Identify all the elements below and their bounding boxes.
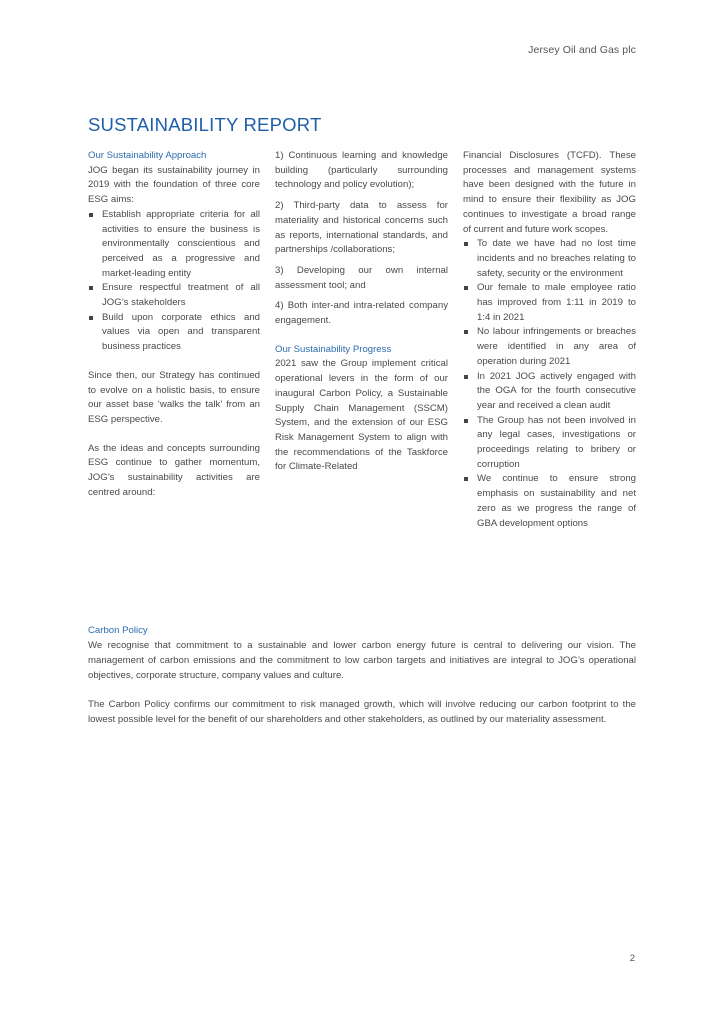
strategy-paragraph: Since then, our Strategy has continued to evolve on a holistic basis, to ensure our asset base ‘walks the talk’ from an ESG perspective. [88, 369, 260, 425]
progress-achievements-list [463, 237, 636, 531]
activity-item-1: 1) Continuous learning and knowledge building (particularly surrounding technology and policy evolution); [275, 150, 448, 191]
section-heading-carbon-policy: Carbon Policy [88, 625, 148, 636]
list-item-text: Build upon corporate ethics and values via open and transparent business practices [102, 311, 260, 353]
list-item [463, 237, 636, 281]
bullet-icon [89, 213, 93, 217]
approach-intro: JOG began its sustainability journey in 2019 with the foundation of three core ESG aims: [88, 164, 260, 206]
column-progress-continued [463, 149, 636, 531]
list-item-text: Our female to male employee ratio has improved from 1:11 in 2019 to 1:4 in 2021 [477, 282, 636, 323]
activity-item-2: 2) Third-party data to assess for materiality and historical concerns such as reports, international standards, and partnerships /collaborations; [275, 200, 448, 256]
section-heading-approach: Our Sustainability Approach [88, 150, 207, 161]
page-header-company: Jersey Oil and Gas plc [528, 44, 636, 56]
list-item-text: To date we have had no lost time incidents and no breaches relating to safety, security or the environment [477, 238, 636, 279]
list-item [88, 208, 260, 282]
list-item-text: Establish appropriate criteria for all activities to ensure the business is environmentally conscientious and perceived as a progressive and market-leading entity [102, 208, 260, 279]
list-item [88, 311, 260, 355]
bullet-icon [464, 419, 468, 423]
list-item-text: We continue to ensure strong emphasis on sustainability and net zero as we progress the range of GBA development options [477, 473, 636, 529]
progress-paragraph-continued: Financial Disclosures (TCFD). These processes and management systems have been designed with the future in mind to ensure their flexibility as JOG continues to investigate a broad range of current and future work scopes. [463, 150, 636, 235]
progress-paragraph: 2021 saw the Group implement critical operational levers in the form of our inaugural Carbon Policy, a Sustainable Supply Chain Management (SSCM) System, and the extension of our ESG Risk Management System to align with the recommendations of the Taskforce for Climate-Related [275, 358, 448, 473]
section-heading-progress: Our Sustainability Progress [275, 343, 392, 355]
bullet-icon [464, 330, 468, 334]
approach-aims-list [88, 208, 260, 355]
bullet-icon [464, 242, 468, 246]
bullet-icon [89, 316, 93, 320]
page-title: SUSTAINABILITY REPORT [88, 114, 322, 135]
list-item-text: No labour infringements or breaches were identified in any area of operation during 2021 [477, 326, 636, 367]
list-item [88, 281, 260, 310]
carbon-policy-section [88, 623, 636, 727]
bullet-icon [89, 286, 93, 290]
list-item [463, 472, 636, 531]
list-item-text: The Group has not been involved in any legal cases, investigations or proceedings relating to bribery or corruption [477, 414, 636, 470]
column-activities-progress [275, 149, 448, 475]
activity-item-3: 3) Developing our own internal assessment tool; and [275, 264, 448, 291]
list-item-text: Ensure respectful treatment of all JOG’s stakeholders [102, 282, 260, 309]
bullet-icon [464, 286, 468, 290]
activity-item-4: 4) Both inter-and intra-related company engagement. [275, 300, 448, 327]
list-item-text: In 2021 JOG actively engaged with the OGA for the fourth consecutive year and received a clean audit [477, 370, 636, 411]
carbon-policy-paragraph-1: We recognise that commitment to a sustainable and lower carbon energy future is central to delivering our vision. The management of carbon emissions and the commitment to low carbon targets and initiatives are integral to JOG’s operational objectives, corporate structure, company values and culture. [88, 640, 636, 681]
list-item [463, 370, 636, 414]
list-item [463, 414, 636, 473]
bullet-icon [464, 375, 468, 379]
page-number: 2 [629, 953, 635, 964]
bullet-icon [464, 477, 468, 481]
list-item [463, 281, 636, 325]
activities-paragraph: As the ideas and concepts surrounding ESG continue to gather momentum, JOG’s sustainability activities are centred around: [88, 442, 260, 498]
carbon-policy-paragraph-2: The Carbon Policy confirms our commitment to risk managed growth, which will involve reducing our carbon footprint to the lowest possible level for the benefit of our shareholders and other stakeholders, as outlined by our materiality assessment. [88, 699, 636, 725]
column-approach [88, 149, 260, 500]
list-item [463, 325, 636, 369]
